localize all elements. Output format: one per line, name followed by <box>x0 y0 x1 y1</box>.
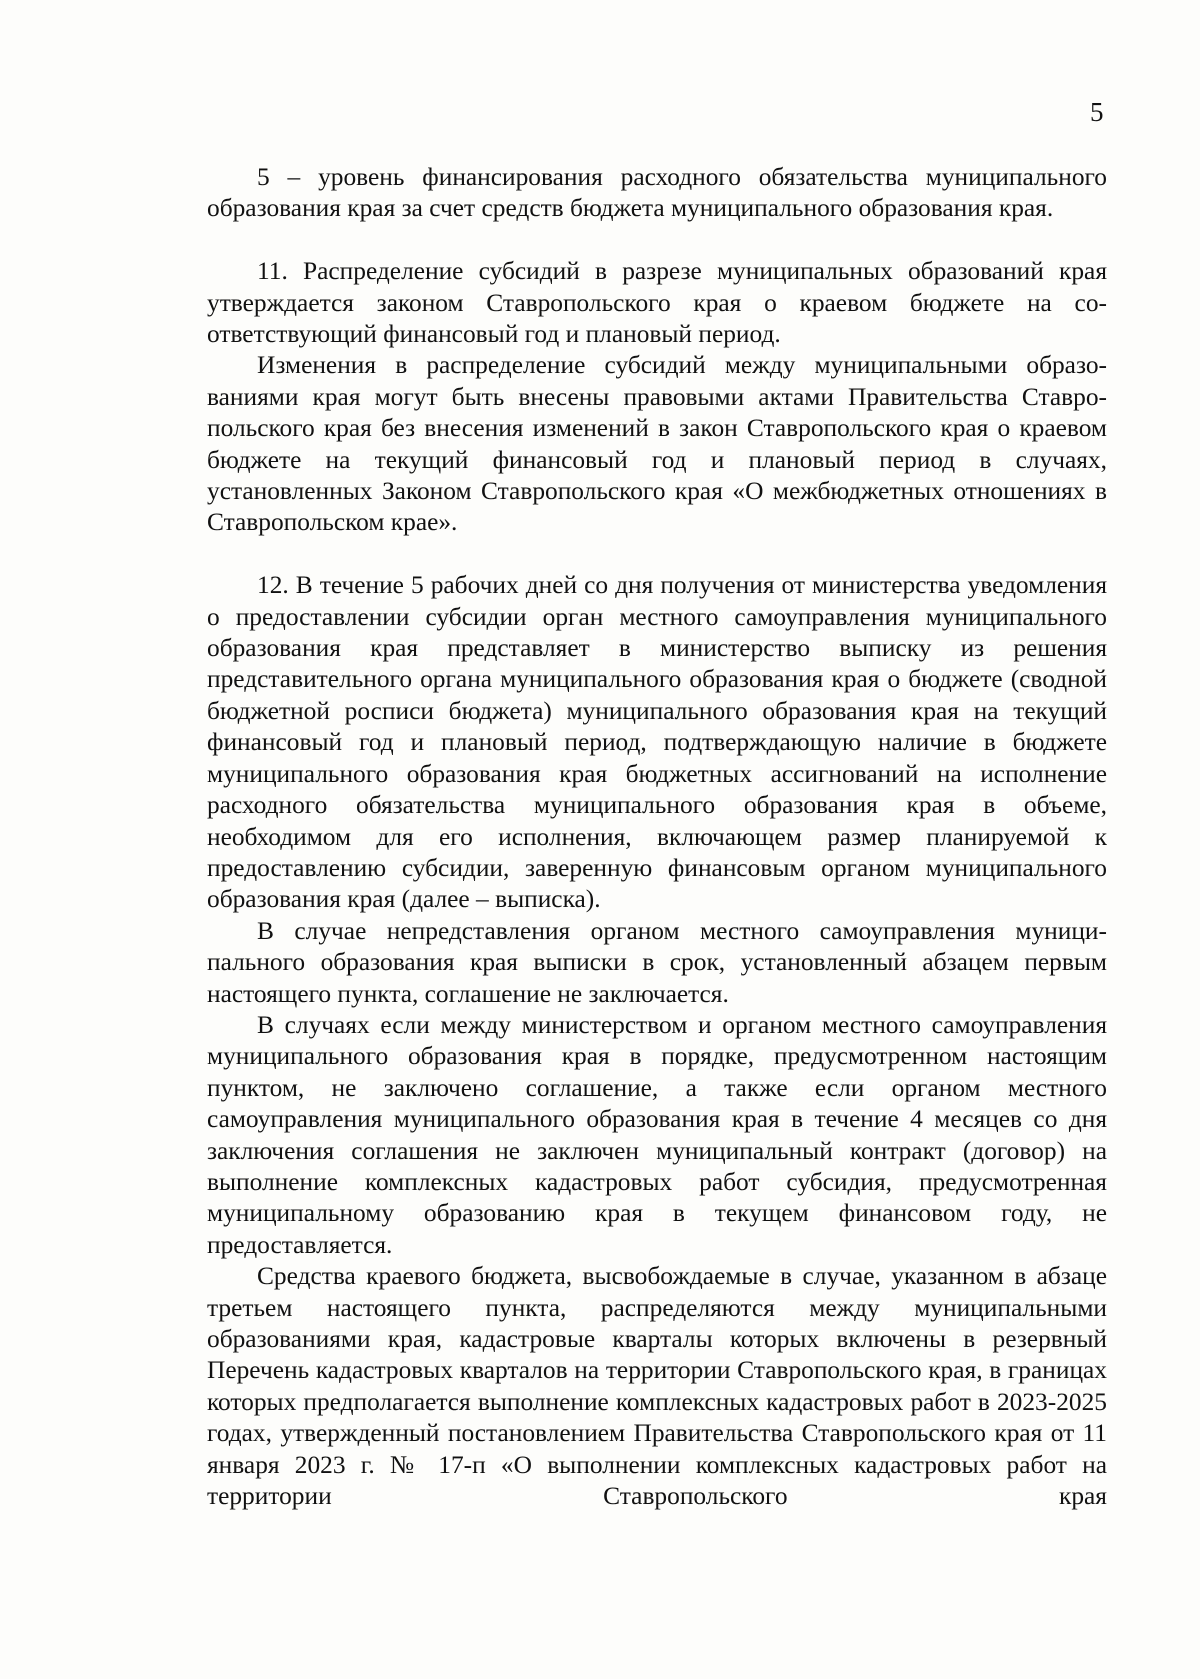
page-number: 5 <box>1090 97 1104 127</box>
paragraph-no-agreement: В случаях если между министерством и органом местного самоуправления муниципального образования края в порядке, предусмотренном настоящим пунктом, не заключено соглашение, а также если органом местного самоуправления муниципального образования края в течение 4 месяцев со дня заключения соглашения не заключен муниципальный контракт (договор) на выполнение комплексных кадастровых работ субсидия, предусмотренная муниципальному образованию края в текущем финансовом году, не предоставляется. <box>207 1010 1107 1259</box>
document-body <box>207 162 1107 1512</box>
paragraph-item-12: 12. В течение 5 рабочих дней со дня получения от министерства уведомления о предоставлении субсидии орган местного самоуправления муниципального образования края представляет в министерство выписку из решения представительного органа муниципального образования края о бюджете (сводной бюджетной росписи бюджета) муниципального образования края на текущий финансовый год и плановый период, подтверждающую наличие в бюджете муниципального образования края бюджетных ассигнований на исполнение расходного обязательства муниципального образования края в объеме, необходимом для его исполнения, включающем размер планируемой к предоставлению субсидии, заверенную финансовым органом муниципального образования края (далее – выписка). <box>207 571 1107 914</box>
paragraph-non-submission: В случае непредставления органом местного самоуправления муниципального образования края выписки в срок, установленный абзацем первым настоящего пункта, соглашение не заключается. <box>207 916 1107 1008</box>
paragraph-changes-distribution: Изменения в распределение субсидий между муниципальными образованиями края могут быть внесены правовыми актами Правительства Ставропольского края без внесения изменений в закон Ставропольского края о краевом бюджете на текущий финансовый год и плановый период в случаях, установленных Законом Ставропольского края «О межбюджетных отношениях в Ставропольском крае». <box>207 351 1107 537</box>
paragraph-budget-funds: Средства краевого бюджета, высвобождаемые в случае, указанном в абзаце третьем настоящего пункта, распределяются между муниципальными образованиями края, кадастровые кварталы которых включены в резервный Перечень кадастровых кварталов на территории Ставропольского края, в границах которых предполагается выполнение комплексных кадастровых работ в 2023-2025 годах, утвержденный постановлением Правительства Ставропольского края от 11 января 2023 г. № 17-п «О выполнении комплексных кадастровых работ на территории Ставропольского края <box>207 1262 1107 1511</box>
paragraph-item-11: 11. Распределение субсидий в разрезе муниципальных образований края утверждается законом Ставропольского края о краевом бюджете на соответствующий финансовый год и плановый период. <box>207 257 1107 349</box>
paragraph-level-5: 5 – уровень финансирования расходного обязательства муниципального образования края за счет средств бюджета муниципального образования края. <box>207 163 1107 223</box>
